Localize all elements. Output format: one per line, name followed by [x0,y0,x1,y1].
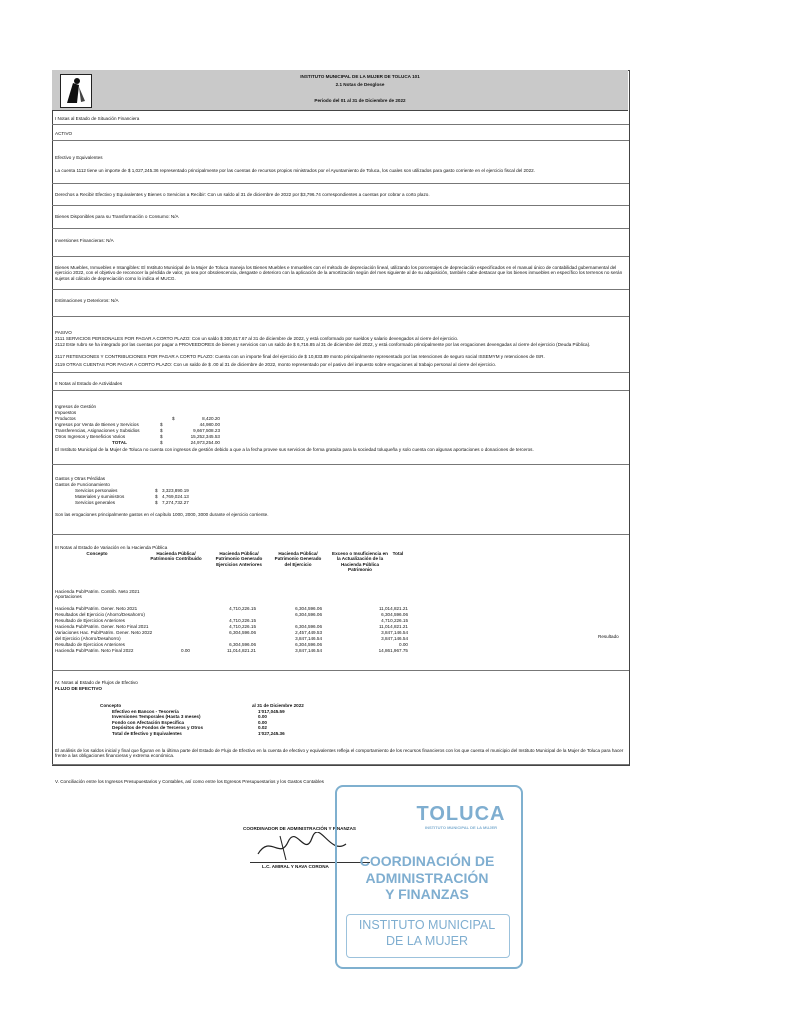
currency-symbol: $ [160,440,163,445]
flujo-title: FLUJO DE EFECTIVO [55,686,102,691]
divider [52,140,629,141]
stamp-line-5: DE LA MUJER [386,934,468,948]
variacion-cell: 4,710,226.15 [229,618,256,623]
divider [52,464,629,465]
flujo-row-label: Inversiones Temporales (Hasta 3 meses) [112,714,201,720]
divider [52,534,629,535]
pasivo-text-1: 2111 SERVICIOS PERSONALES POR PAGAR A CORTO PLAZO: Con un saldo $ 300,817.67 al 31 de diciembre de 2022, y está conformado por sueldos y salario devengados al cierre del ejercicio. [55,336,459,341]
stamp-line-4: INSTITUTO MUNICIPAL [358,918,496,932]
variacion-cell: 4,710,226.15 [381,618,408,623]
activo-heading: ACTIVO [55,131,73,136]
variacion-cell: 3,847,146.54 [295,636,322,641]
materiales-label: Materiales y suministros [75,494,125,499]
servicios-generales-value: 7,274,732.27 [162,500,189,505]
flujo-note: El análisis de los saldos inicial y final que figuran en la última parte del Estado de Flujo de Efectivo en la cuenta de efectivo y equivalentes refleja el comportamiento de los recursos financieros con los que cuenta el municipio del Instituto Municipal de la Mujer de Toluca para hacer frente a las obligaciones financieras y extrema económica. [55,748,624,759]
estimaciones-text: Estimaciones y Deterioros: N/A [55,298,119,303]
variacion-cell: 2,457,449.53 [295,630,322,635]
variacion-row-label: Hacienda Pub/Patrim. Gener. Neto 2021 [55,606,138,611]
gastos-title: Gastos y Otras Pérdidas [55,476,106,481]
variacion-cell: 11,014,821.21 [226,648,256,653]
divider [52,228,629,229]
otros-ingresos-value: 15,252,345.53 [190,434,220,439]
variacion-row-label: Hacienda Pub/Patrim. Neto Final 2022 [55,648,134,653]
institute-logo [60,74,92,108]
pasivo-text-4: 2119 OTRAS CUENTAS POR PAGAR A CORTO PLAZO: Con un saldo de $ .00 al 31 de diciembre de 2022, monto representado por el pasivo del impuesto sobre erogaciones al trabajo personal al cierre del ejercicio. [55,362,497,367]
flujo-row-value: 0.02 [258,725,267,731]
variacion-cell: 4,710,226.15 [229,606,256,611]
flujo-row-value: 1'027,245.36 [258,730,285,736]
flujo-row-value: 1'017,045.59 [258,709,285,714]
stamp-line-2: ADMINISTRACIÓN [365,870,489,886]
stamp-line-1: COORDINACIÓN DE [359,853,495,869]
ingresos-title: Ingresos de Gestión [55,404,97,409]
impuestos-label: Impuestos [55,410,77,415]
variacion-cell: 6,304,596.06 [295,606,322,611]
currency-symbol: $ [155,488,158,493]
flujo-row-value: 0.00 [258,719,267,725]
flujo-row-value: 0.00 [258,714,267,720]
flujo-row-label: Efectivo en Bancos - Tesorería [112,709,179,714]
otros-ingresos-label: Otros Ingresos y Beneficios Varios [55,434,126,439]
transferencias-label: Transferencias, Asignaciones y Subsidios [55,428,140,433]
variacion-cell: 6,304,596.06 [381,612,408,617]
currency-symbol: $ [172,416,175,421]
variacion-subheading: Hacienda Pub/Patrim. Contrib. Neto 2021 [55,589,140,594]
flujo-row-label: Fondo con Afectación Específica [112,719,185,725]
variacion-header-total: Total [392,551,404,556]
bienes-disponibles-text: Bienes Disponibles para su Transformación o Consumo: N/A [55,214,179,219]
currency-symbol: $ [160,434,163,439]
divider [52,183,629,184]
variacion-header-anteriores: Hacienda Pública/ Patrimonio Generado Ejercicios Anteriores [215,551,263,567]
variacion-header-exceso: Exceso o Insuficiencia en la Actualización de la Hacienda Pública Patrimonio [332,551,388,573]
ventas-value: 44,980.00 [199,422,220,427]
currency-symbol: $ [160,422,163,427]
gastos-funcionamiento-label: Gastos de Funcionamiento [55,482,110,487]
section-2-title: II Notas al Estado de Actividades [55,381,123,386]
servicios-personales-value: 3,323,890.19 [162,488,189,493]
stamp-brand-sub: INSTITUTO MUNICIPAL DE LA MUJER [424,825,498,830]
variacion-subheading: Aportaciones [55,594,82,599]
currency-symbol: $ [155,494,158,499]
bienes-muebles-text: Bienes Muebles, Inmuebles e Intangibles: El Instituto Municipal de la Mujer de Toluca maneja los Bienes Muebles e Inmuebles con el método de depreciación lineal, utilizando los porcentajes de depreciación especificados en el manual único de contabilidad gubernamental del ejercicio 2022, con el objetivo de reconocer la pérdida de valor, ya sea por obsolescencia, desgaste o deterioro con la aplicación de la amortización según del mes siguiente al de su adquisición, también cabe destacar que los bienes inmuebles en específico los terrenos no serán sujetos al cálculo de depreciación como lo indica el MUCG. [55,265,623,281]
divider [52,289,629,290]
logo-figure-icon [61,75,91,107]
variacion-cell: 0.00 [181,648,190,653]
variacion-cell: 11,014,821.21 [378,606,408,611]
variacion-cell: 3,847,146.54 [381,636,408,641]
flujo-fecha: al 31 de Diciembre 2022 [252,703,304,708]
stamp-line-3: Y FINANZAS [385,886,469,902]
productos-label: Productos [55,416,76,421]
header-title: INSTITUTO MUNICIPAL DE LA MUJER DE TOLUCA 101 [300,74,420,79]
servicios-generales-label: Servicios generales [75,500,116,505]
resultado-label: Resultado [598,634,619,639]
variacion-cell: 11,014,821.21 [378,624,408,629]
stamp-brand: TOLUCA [416,803,506,825]
variacion-cell: 6,304,596.06 [295,612,322,617]
variacion-cell: 3,847,146.54 [381,630,408,635]
flujo-row-label: Depósitos de Fondos de Terceros y Otros [112,725,204,731]
productos-value: 8,420.20 [202,416,220,421]
signature-title: COORDINADOR DE ADMINISTRACIÓN Y FINANZAS [243,826,356,831]
variacion-cell: 0.00 [399,642,408,647]
currency-symbol: $ [155,500,158,505]
flujo-concepto: Concepto [100,703,122,708]
divider [52,390,629,391]
section-4-title: IV. Notas al Estado de Flujos de Efectivo [55,680,138,685]
variacion-cell: 6,304,596.06 [229,630,256,635]
variacion-row-label: Resultado de Ejercicios Anteriores [55,642,125,647]
efectivo-title: Efectivo y Equivalentes [55,155,103,160]
derechos-text: Derechos a Recibir Efectivo y Equivalentes y Bienes o Servicios a Recibir: Con un saldo al 31 de diciembre de 2022 por $3,796.74 correspondientes a cuentas por cobrar a corto plazo. [55,192,430,197]
variacion-header-ejercicio: Hacienda Pública/ Patrimonio Generado del Ejercicio [274,551,322,567]
ingresos-note: El Instituto Municipal de la Mujer de Toluca no cuenta con ingresos de gestión debido a que a la fecha provee sus servicios de forma gratuita para la sociedad toluqueña y solo cuenta con algunas aportaciones o donaciones de terceros. [55,447,534,452]
materiales-value: 4,769,024.13 [162,494,189,499]
flujo-row-label: Total de Efectivo y Equivalentes [112,730,182,736]
servicios-personales-label: Servicios personales [75,488,118,493]
variacion-cell: 6,304,596.06 [295,642,322,647]
divider [52,316,629,317]
header-period: Periodo del 01 al 31 de Diciembre de 2022 [314,98,406,103]
document-frame [52,70,630,766]
variacion-row-label: Resultado de Ejercicios Anteriores [55,618,125,623]
ingresos-total-label: TOTAL [112,440,127,445]
divider [52,372,629,373]
variacion-cell: 6,304,596.06 [229,642,256,647]
header-subtitle: 2.1 Notas de Desglose [335,82,385,87]
currency-symbol: $ [160,428,163,433]
divider [52,205,629,206]
variacion-row-label: Resultados del Ejercicio (Ahorro/Desahorro) [55,612,145,617]
section-3-title: III Notas al Estado de Variación en la Hacienda Pública [55,545,168,550]
variacion-cell: 6,304,596.06 [295,624,322,629]
variacion-header-contribuido: Hacienda Pública/ Patrimonio Contribuido [150,551,202,562]
variacion-cell: 14,861,967.75 [378,648,408,653]
divider [52,124,629,125]
pasivo-heading: PASIVO [55,330,72,335]
divider [52,670,629,671]
variacion-row-label: Variaciones Hac. Pub/Patrim. Gener. Neto 2022 [55,630,153,635]
divider [52,764,629,765]
pasivo-text-3: 2117 RETENCIONES Y CONTRIBUCIONES POR PAGAR A CORTO PLAZO: Cuenta con un importe final del ejercicio de $ 10,833.89 monto principalmente representado por las retenciones de seguro social ISSEMYM y retenciones de ISR. [55,354,545,359]
inversiones-text: Inversiones Financieras: N/A [55,238,114,243]
ventas-label: Ingresos por Venta de Bienes y Servicios [55,422,139,427]
pasivo-text-2: 2112 Este rubro se ha integrado por las cuentas por pagar a PROVEEDORES de bienes y servicios con un saldo de $ 6,716.85 al 31 de diciembre del 2022, y está conformado principalmente por las erogaciones devengadas al cierre del ejercicio (Deuda Pública). [55,342,591,347]
variacion-header-concepto: Concepto [86,551,108,556]
variacion-cell: 3,847,146.54 [295,648,322,653]
variacion-cell: 4,710,226.15 [229,624,256,629]
ingresos-total-value: 24,973,254.00 [190,440,220,445]
gastos-note: Son las erogaciones principalmente gastos en el capítulo 1000, 2000, 3000 durante el ejercicio corriente. [55,512,269,517]
signature-name: L.C. AMIRAL Y NAVA CORONA [262,864,329,869]
section-1-title: I Notas al Estado de Situación Financiera [55,116,140,121]
variacion-row-label: del Ejercicio (Ahorro/Desahorro) [55,636,121,641]
section-5-title: V. Conciliación entre los Ingresos Presupuestarios y Contables, así como entre los Egresos Presupuestarios y los Gastos Contables [55,779,324,784]
variacion-row-label: Hacienda Pub/Patrim. Gener. Neto Final 2021 [55,624,149,629]
efectivo-text: La cuenta 1112 tiene un importe de $ 1,027,245.36 representado principalmente por las cuentas de recursos propios ministrados por el Ayuntamiento de Toluca, los cuales son utilizados para gasto corriente en el ejercicio fiscal del 2022. [55,168,535,173]
divider [52,256,629,257]
transferencias-value: 9,667,508.23 [193,428,220,433]
